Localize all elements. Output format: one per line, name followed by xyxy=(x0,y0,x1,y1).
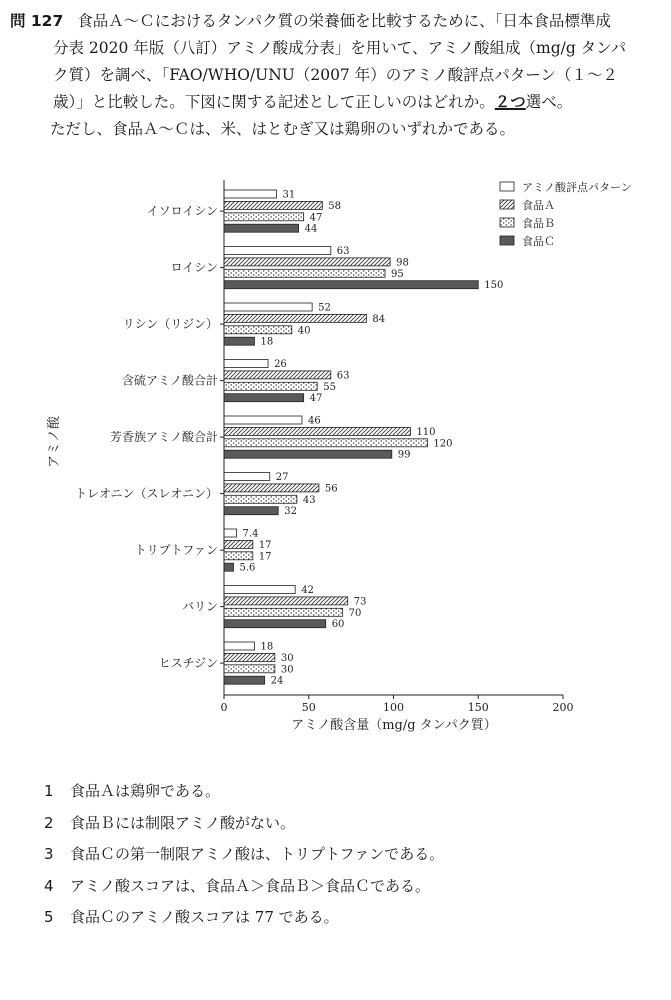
bar-value-label: 110 xyxy=(416,426,436,438)
bar-value-label: 31 xyxy=(282,189,296,201)
question-block xyxy=(10,8,660,143)
legend-swatch xyxy=(500,236,514,245)
bar-value-label: 42 xyxy=(301,585,314,596)
choice-number: 4 xyxy=(44,876,54,895)
bar-value-label: 17 xyxy=(258,539,272,551)
bar-value-label: 40 xyxy=(297,325,311,337)
choice-text: 食品Ｃの第一制限アミノ酸は、トリプトファンである。 xyxy=(70,845,445,863)
bar-value-label: 30 xyxy=(280,664,294,676)
bar xyxy=(224,224,299,232)
choice-text: アミノ酸スコアは、食品Ａ＞食品Ｂ＞食品Ｃである。 xyxy=(70,876,431,895)
legend-swatch xyxy=(500,218,514,227)
bar xyxy=(224,337,255,345)
bar-value-label: 63 xyxy=(336,370,350,382)
category-label: バリン xyxy=(181,599,218,614)
choice-number: 5 xyxy=(44,908,54,926)
bar xyxy=(224,439,427,447)
bar xyxy=(224,247,331,255)
category-label: 含硫アミノ酸合計 xyxy=(121,373,218,388)
bar xyxy=(224,258,390,266)
bar-value-label: 99 xyxy=(397,449,411,461)
bar-value-label: 95 xyxy=(391,268,404,280)
bar-value-label: 46 xyxy=(307,415,321,427)
bar xyxy=(224,473,270,481)
choice-number: 1 xyxy=(44,782,54,800)
bar-value-label: 63 xyxy=(336,246,350,257)
legend-label: 食品Ｂ xyxy=(522,217,555,230)
x-tick-label: 200 xyxy=(552,701,574,714)
choice-number: 2 xyxy=(44,813,54,832)
bar-value-label: 55 xyxy=(323,381,336,393)
bar xyxy=(224,495,297,503)
bar xyxy=(224,427,410,435)
bar xyxy=(224,190,277,198)
bar xyxy=(224,281,478,289)
bar xyxy=(224,360,268,368)
legend-label: 食品Ｃ xyxy=(522,235,555,248)
bar xyxy=(224,529,237,537)
bar xyxy=(224,201,322,209)
bar-value-label: 43 xyxy=(302,494,316,506)
plot-area xyxy=(75,180,574,714)
question-line-4-prefix: 歳）」と比較した。下図に関する記述として正しいのはどれか。 xyxy=(53,93,495,111)
bar-value-label: 44 xyxy=(304,223,318,235)
bar-value-label: 5.6 xyxy=(239,562,256,574)
bar-value-label: 120 xyxy=(433,438,453,450)
bar-value-label: 27 xyxy=(275,472,289,483)
category-label: リシン（リジン） xyxy=(122,317,218,332)
bar-value-label: 47 xyxy=(309,212,323,224)
bar-value-label: 56 xyxy=(324,483,338,495)
question-emphasis: ２つ xyxy=(494,93,526,111)
bar-value-label: 24 xyxy=(270,675,284,687)
x-tick-label: 150 xyxy=(467,701,489,714)
bar-value-label: 150 xyxy=(484,280,504,292)
category-label: ヒスチジン xyxy=(158,656,218,671)
question-number: 問 127 xyxy=(10,12,64,30)
bar xyxy=(224,303,312,311)
legend-label: アミノ酸評点パターン xyxy=(522,181,632,194)
bar xyxy=(224,608,343,616)
bar xyxy=(224,676,265,684)
bar xyxy=(224,394,304,402)
choice-4[interactable] xyxy=(44,871,444,903)
answer-choices xyxy=(44,776,444,934)
choice-3[interactable] xyxy=(44,839,444,871)
choice-number: 3 xyxy=(44,845,54,863)
bar-value-label: 18 xyxy=(260,336,274,348)
bar xyxy=(224,416,302,424)
choice-text: 食品Ｂには制限アミノ酸がない。 xyxy=(70,813,296,832)
amino-acid-bar-chart xyxy=(0,172,671,744)
bar-value-label: 7.4 xyxy=(242,528,259,540)
choice-2[interactable] xyxy=(44,808,444,840)
bar xyxy=(224,314,366,322)
bar-value-label: 52 xyxy=(318,302,331,314)
y-axis-label: アミノ酸 xyxy=(47,415,62,469)
x-tick-label: 0 xyxy=(220,701,228,714)
bar xyxy=(224,586,295,594)
chart-legend xyxy=(500,180,632,248)
bar xyxy=(224,540,253,548)
x-tick-label: 50 xyxy=(301,701,316,714)
x-axis-label: アミノ酸含量（mg/g タンパク質） xyxy=(291,718,497,733)
question-line-1 xyxy=(10,8,660,35)
bar-value-label: 60 xyxy=(331,619,345,631)
category-label: イソロイシン xyxy=(146,204,218,219)
bar xyxy=(224,484,319,492)
bar-value-label: 26 xyxy=(274,359,287,370)
question-line-3: ク質）を調べ、「FAO/WHO/UNU（2007 年）のアミノ酸評点パターン（１～２ xyxy=(53,66,618,84)
legend-swatch xyxy=(500,200,514,209)
bar xyxy=(224,326,292,334)
bar-value-label: 70 xyxy=(348,607,362,619)
bar xyxy=(224,213,304,221)
bar-value-label: 30 xyxy=(280,652,294,664)
legend-label: 食品Ａ xyxy=(522,199,555,212)
bar xyxy=(224,620,326,628)
category-label: 芳香族アミノ酸合計 xyxy=(109,430,218,445)
bar xyxy=(224,269,385,277)
bar-value-label: 73 xyxy=(353,596,367,608)
bar-value-label: 47 xyxy=(309,393,323,405)
category-label: ロイシン xyxy=(170,260,218,275)
question-text-1: 食品Ａ～Ｃにおけるタンパク質の栄養価を比較するために、「日本食品標準成 xyxy=(77,12,611,30)
bar xyxy=(224,642,255,650)
question-line-4 xyxy=(10,89,660,116)
bar-value-label: 18 xyxy=(260,641,274,653)
category-label: トレオニン（スレオニン） xyxy=(74,486,218,501)
choice-5[interactable] xyxy=(44,902,444,934)
bar xyxy=(224,597,348,605)
bar-value-label: 84 xyxy=(372,313,386,325)
choice-text: 食品Ａは鶏卵である。 xyxy=(70,782,221,800)
bar xyxy=(224,552,253,560)
bar-value-label: 98 xyxy=(396,257,409,269)
bar xyxy=(224,371,331,379)
legend-swatch xyxy=(500,182,514,191)
question-note: ただし、食品Ａ～Ｃは、米、はとむぎ又は鶏卵のいずれかである。 xyxy=(50,120,516,138)
bar xyxy=(224,507,278,515)
bar xyxy=(224,382,317,390)
choice-text: 食品Ｃのアミノ酸スコアは 77 である。 xyxy=(70,908,339,926)
category-label: トリプトファン xyxy=(134,543,218,558)
choice-1[interactable] xyxy=(44,776,444,808)
bar xyxy=(224,653,275,661)
x-tick-label: 100 xyxy=(383,701,404,714)
bar xyxy=(224,665,275,673)
question-line-4-suffix: 選べ。 xyxy=(525,93,573,111)
bar xyxy=(224,450,392,458)
bar xyxy=(224,563,233,571)
question-line-2: 分表 2020 年版（八訂）アミノ酸成分表」を用いて、アミノ酸組成（mg/g タンパ xyxy=(53,39,627,57)
bar-value-label: 32 xyxy=(284,506,297,518)
bar-value-label: 17 xyxy=(258,551,272,563)
bar-value-label: 58 xyxy=(328,200,342,212)
